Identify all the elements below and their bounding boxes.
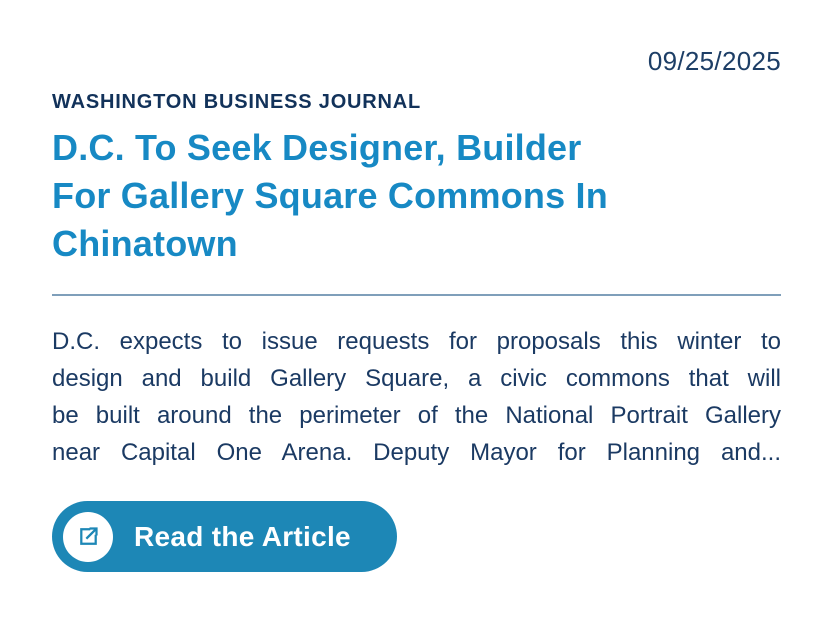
headline-line: D.C. To Seek Designer, Builder [52, 127, 582, 168]
read-article-button[interactable] [52, 501, 397, 572]
headline-line: For Gallery Square Commons In [52, 175, 608, 216]
excerpt-line: D.C. expects to issue requests for proposals this winter to [52, 328, 781, 355]
read-article-label: Read the Article [134, 520, 351, 552]
article-headline [52, 124, 781, 268]
excerpt-line: near Capital One Arena. Deputy Mayor for Planning and... [52, 439, 781, 466]
headline-line: Chinatown [52, 223, 238, 264]
excerpt-line: be built around the perimeter of the National Portrait Gallery [52, 402, 781, 429]
article-date: 09/25/2025 [647, 46, 781, 76]
external-link-icon [63, 512, 113, 562]
article-excerpt [52, 323, 781, 471]
excerpt-line: design and build Gallery Square, a civic commons that will [52, 365, 781, 392]
divider [52, 294, 781, 296]
source-name: WASHINGTON BUSINESS JOURNAL [52, 91, 422, 113]
